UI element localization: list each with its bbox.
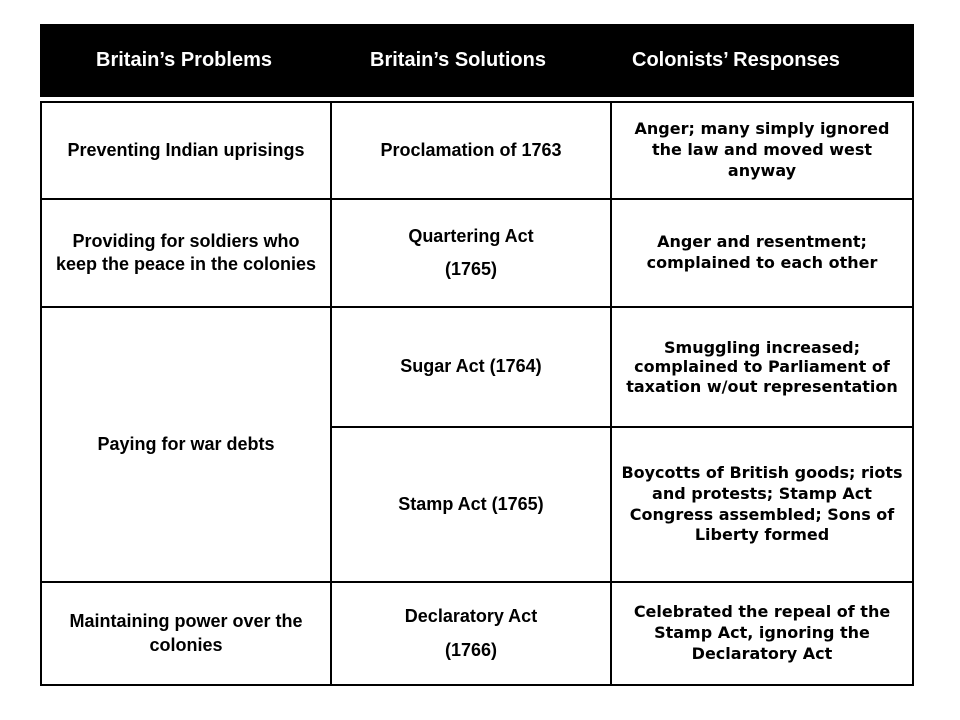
header-britains-solutions: Britain’s Solutions: [370, 49, 546, 71]
response-cell: Smuggling increased; complained to Parliament of taxation w/out representation: [611, 307, 913, 427]
table-row: [41, 582, 913, 685]
table-header-bar: [40, 24, 914, 97]
problems-solutions-table: [40, 101, 914, 686]
problem-cell: Providing for soldiers who keep the peace in the colonies: [41, 199, 331, 307]
solution-year: (1766): [444, 639, 498, 660]
problem-cell: Preventing Indian uprisings: [41, 102, 331, 199]
response-cell: Celebrated the repeal of the Stamp Act, ignoring the Declaratory Act: [611, 582, 913, 685]
solution-label: Quartering Act: [408, 225, 534, 246]
solution-label: Stamp Act (1765): [398, 493, 544, 514]
problem-cell: Maintaining power over the colonies: [41, 582, 331, 685]
table-row: [41, 102, 913, 199]
table-row: [41, 199, 913, 307]
table-row: [41, 307, 913, 427]
solution-year: (1765): [444, 259, 498, 279]
response-cell: Boycotts of British goods; riots and protests; Stamp Act Congress assembled; Sons of Liberty formed: [611, 427, 913, 582]
solution-label: Declaratory Act: [404, 606, 538, 627]
response-cell: Anger and resentment; complained to each other: [611, 199, 913, 307]
problem-cell: Paying for war debts: [41, 307, 331, 582]
solution-label: Proclamation of 1763: [380, 139, 562, 160]
solution-cell: [331, 102, 611, 199]
solution-cell: [331, 427, 611, 582]
solution-cell: [331, 582, 611, 685]
solution-cell: [331, 307, 611, 427]
response-cell: Anger; many simply ignored the law and moved west anyway: [611, 102, 913, 199]
header-colonists-responses: Colonists’ Responses: [632, 49, 840, 71]
solution-label: Sugar Act (1764): [400, 356, 542, 377]
solution-cell: [331, 199, 611, 307]
header-britains-problems: Britain’s Problems: [96, 49, 272, 71]
